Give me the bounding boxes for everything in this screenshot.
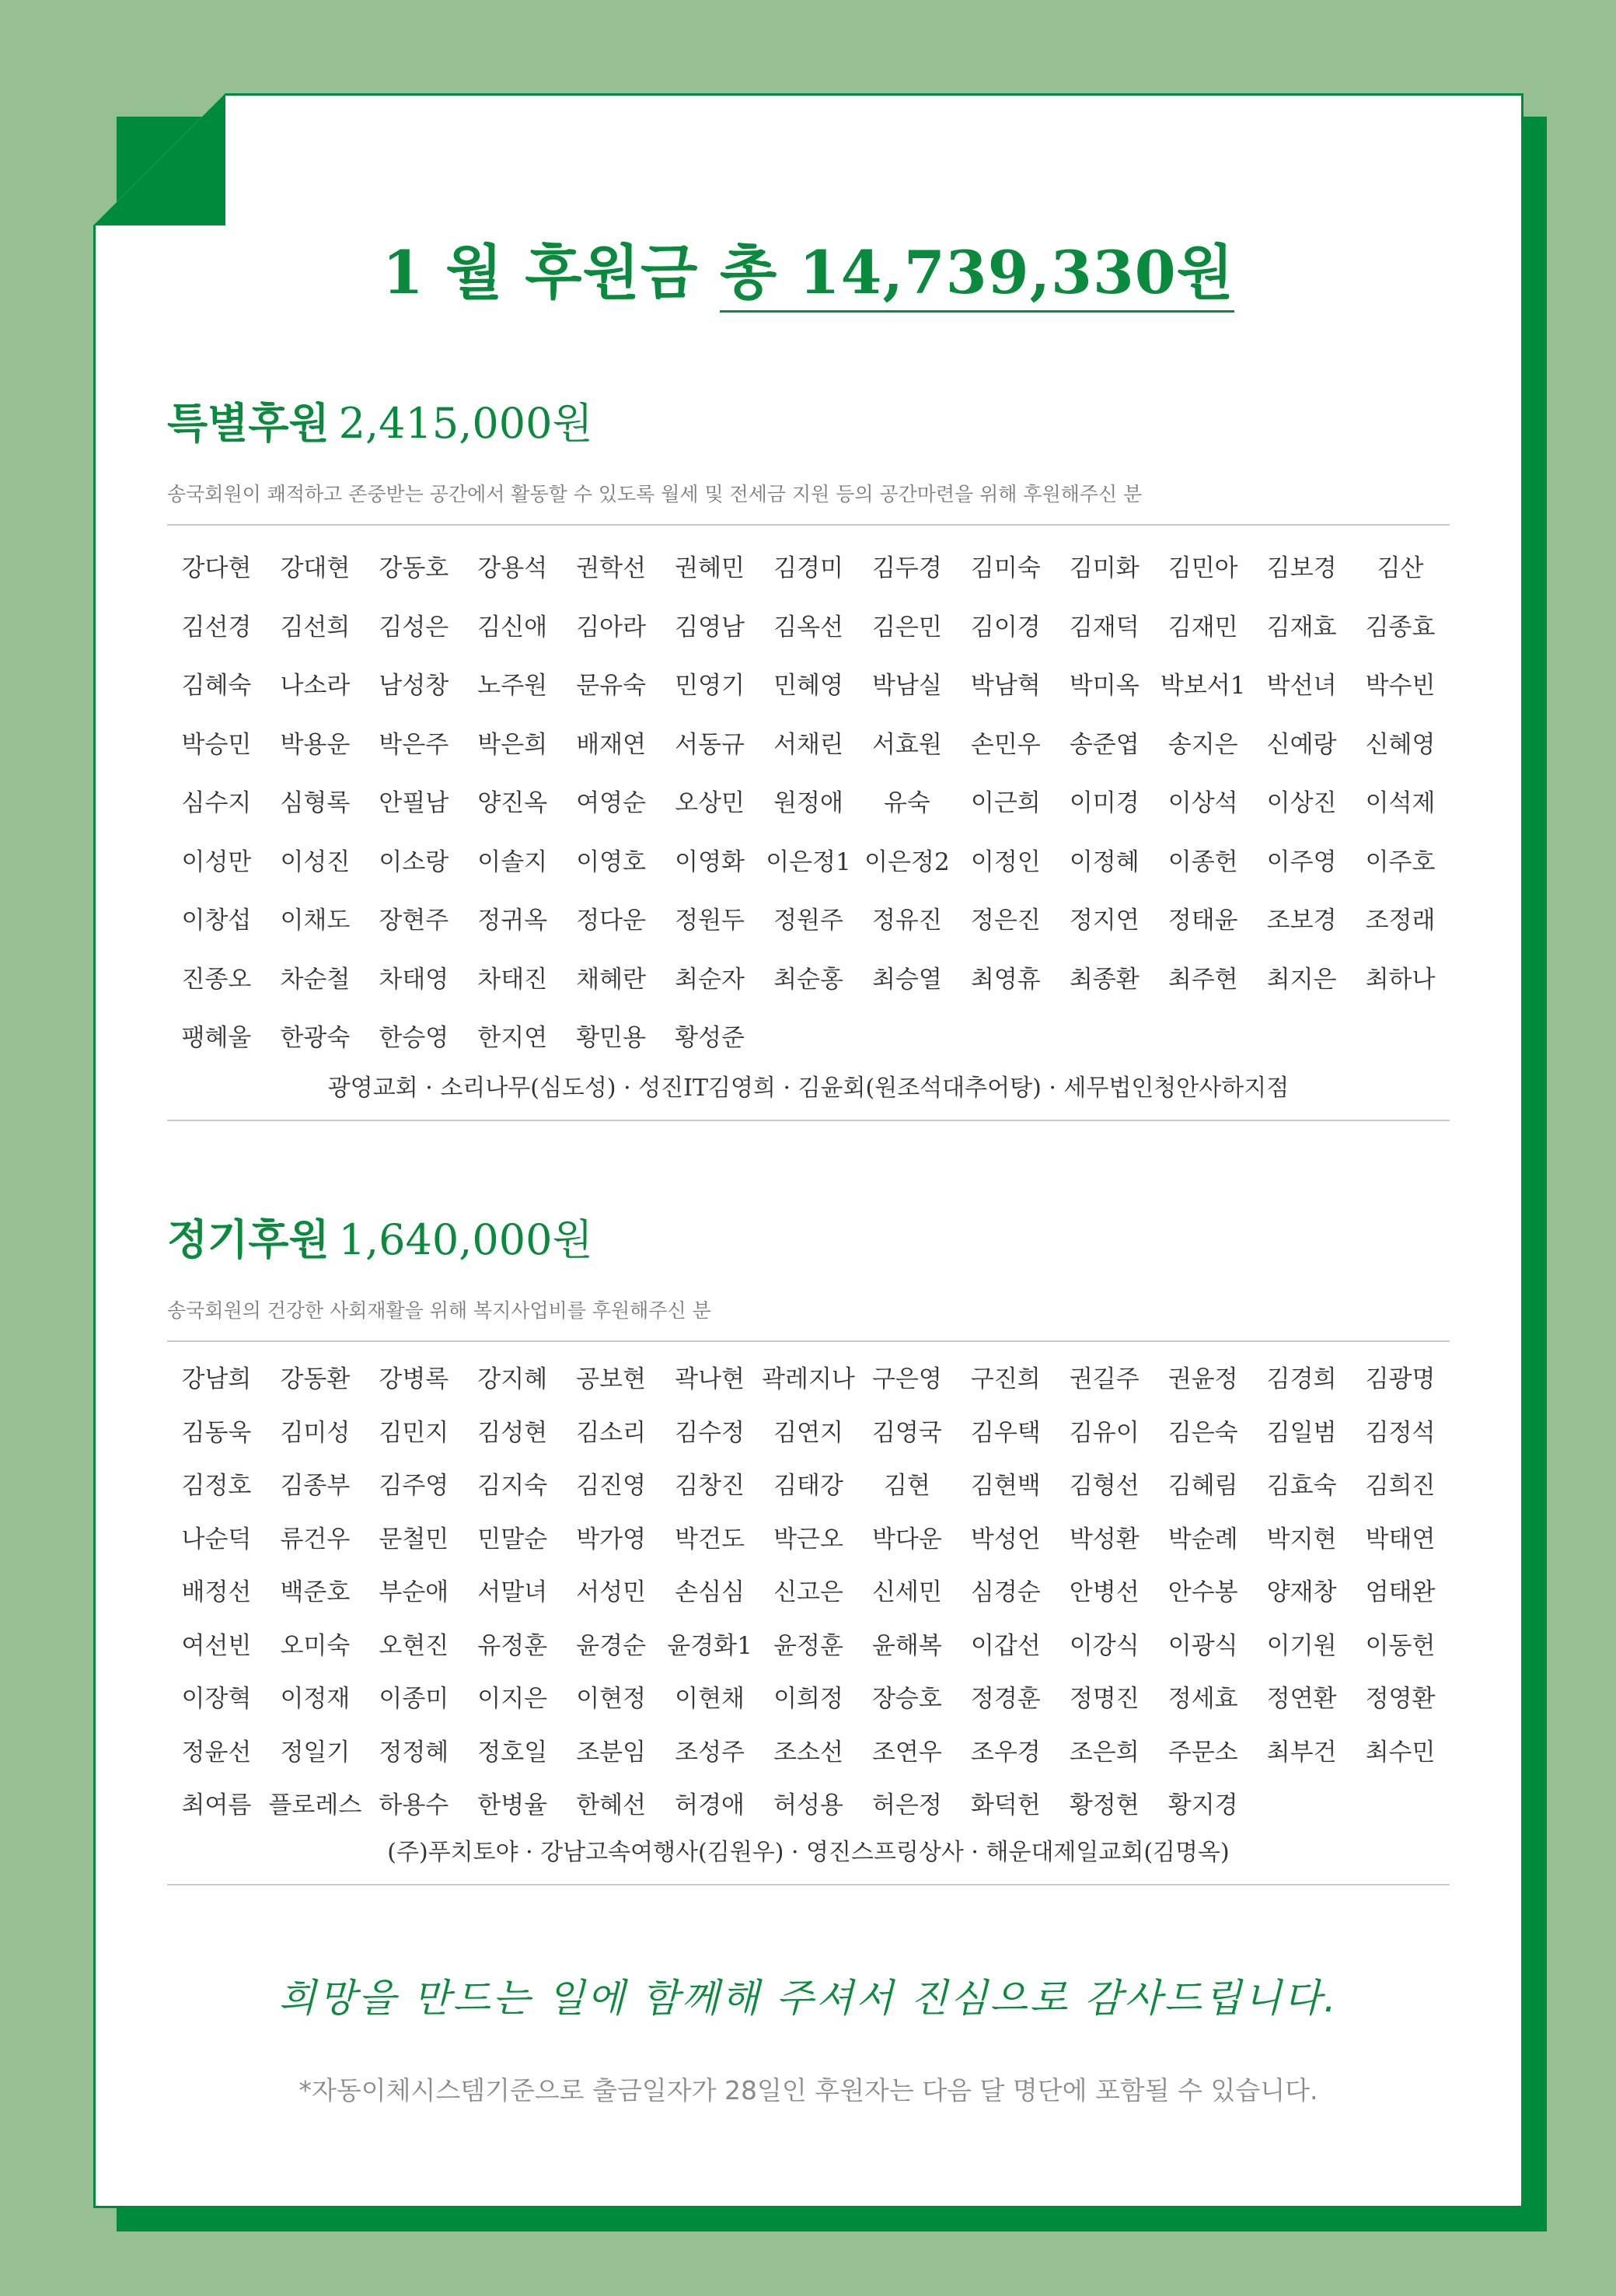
donor-name: 김종부 [280, 1472, 351, 1500]
donor-name: 박남혁 [970, 672, 1041, 700]
donor-name: 이주호 [1365, 847, 1436, 876]
donor-name: 김선경 [181, 613, 252, 641]
donor-name: 장승호 [871, 1685, 942, 1713]
donor-name: 최수민 [1365, 1738, 1436, 1767]
folded-corner [93, 93, 225, 225]
donor-name: 이현채 [675, 1685, 745, 1713]
donor-name: 이솔지 [477, 847, 548, 876]
regular-amount: 1,640,000원 [338, 1215, 593, 1264]
donor-name: 서효원 [871, 730, 942, 759]
donor-name: 김재덕 [1069, 613, 1140, 641]
donor-name: 강동호 [379, 554, 449, 582]
donor-name: 나소라 [280, 672, 351, 700]
donor-name: 김혜림 [1167, 1472, 1238, 1500]
donor-name: 화덕헌 [970, 1791, 1041, 1819]
donor-name: 최부건 [1266, 1738, 1337, 1767]
donor-name: 박다운 [871, 1525, 942, 1553]
donor-name: 서동규 [675, 730, 745, 759]
donor-name: 한병율 [477, 1791, 548, 1819]
donor-name: 배정선 [181, 1578, 252, 1606]
donor-name: 김미숙 [970, 554, 1041, 582]
donor-name: 이정혜 [1069, 847, 1140, 876]
donor-name: 황정현 [1069, 1791, 1140, 1819]
donor-name: 김지숙 [477, 1472, 548, 1500]
title-total-amount: 총 14,739,330원 [720, 238, 1234, 313]
donor-name: 강동환 [280, 1365, 351, 1393]
donor-name: 이동헌 [1365, 1631, 1436, 1660]
donor-name: 허은정 [871, 1791, 942, 1819]
donor-name: 이광식 [1167, 1631, 1238, 1660]
donor-name: 정다운 [576, 907, 647, 935]
donor-name: 오상민 [675, 789, 745, 817]
donor-name: 김진영 [576, 1472, 647, 1500]
donor-name: 황성준 [675, 1024, 745, 1052]
donor-name: 구은영 [871, 1365, 942, 1393]
donor-name: 조보경 [1266, 907, 1337, 935]
donor-name: 플로레스 [268, 1791, 362, 1819]
donor-name: 부순애 [379, 1578, 449, 1606]
donor-name: 김혜숙 [181, 672, 252, 700]
donor-name: 최승열 [871, 965, 942, 994]
donor-name: 김동욱 [181, 1418, 252, 1447]
donor-name: 민말순 [477, 1525, 548, 1553]
donor-name: 박미옥 [1069, 672, 1140, 700]
donor-name: 최종환 [1069, 965, 1140, 994]
donor-name: 구진희 [970, 1365, 1041, 1393]
donor-name: 김정석 [1365, 1418, 1436, 1447]
donor-name: 김두경 [871, 554, 942, 582]
donor-name: 정세효 [1167, 1685, 1238, 1713]
donor-name: 김효숙 [1266, 1472, 1337, 1500]
donor-name: 정명진 [1069, 1685, 1140, 1713]
donor-name: 강병록 [379, 1365, 449, 1393]
donor-name: 김성현 [477, 1418, 548, 1447]
donor-name: 황지경 [1167, 1791, 1238, 1819]
donor-name: 김재효 [1266, 613, 1337, 641]
donor-name: 최순자 [675, 965, 745, 994]
donor-name: 김미화 [1069, 554, 1140, 582]
donor-name: 김형선 [1069, 1472, 1140, 1500]
special-heading [167, 397, 1450, 451]
donor-name: 류건우 [280, 1525, 351, 1553]
thank-you-message: 희망을 만드는 일에 함께해 주셔서 진심으로 감사드립니다. [278, 1976, 1339, 2021]
donor-name: 양진옥 [477, 789, 548, 817]
donor-name: 서말녀 [477, 1578, 548, 1606]
donor-name: 이성진 [280, 847, 351, 876]
donor-name: 오현진 [379, 1631, 449, 1660]
regular-donor-list [167, 1353, 1450, 1833]
donor-name: 김주영 [379, 1472, 449, 1500]
donor-name: 박남실 [871, 672, 942, 700]
donor-name: 이미경 [1069, 789, 1140, 817]
donor-name: 김일범 [1266, 1418, 1337, 1447]
special-organizations: 광영교회 · 소리나무(심도성) · 성진IT김영희 · 김윤회(원조석대추어탕) · 세무법인청안사하지점 [167, 1068, 1450, 1121]
donor-name: 안필남 [379, 789, 449, 817]
donor-name: 김옥선 [773, 613, 843, 641]
donor-name: 윤해복 [871, 1631, 942, 1660]
donor-name: 허경애 [675, 1791, 745, 1819]
donor-name: 박은주 [379, 730, 449, 759]
donor-name: 이영호 [576, 847, 647, 876]
donor-name: 서성민 [576, 1578, 647, 1606]
donor-name: 김이경 [970, 613, 1041, 641]
donor-name: 민혜영 [773, 672, 843, 700]
donor-name: 정정혜 [379, 1738, 449, 1767]
donor-name: 이정재 [280, 1685, 351, 1713]
donor-name: 이채도 [280, 907, 351, 935]
donor-name: 오미숙 [280, 1631, 351, 1660]
donor-name: 김민아 [1167, 554, 1238, 582]
donor-name: 박근오 [773, 1525, 843, 1553]
donor-name: 강다현 [181, 554, 252, 582]
donor-name: 한지연 [477, 1024, 548, 1052]
regular-organizations: (주)푸치토야 · 강남고속여행사(김원우) · 영진스프링상사 · 해운대제일교회(김명옥) [167, 1833, 1450, 1885]
donor-name: 김경희 [1266, 1365, 1337, 1393]
donor-name: 윤경화1 [667, 1631, 752, 1660]
donor-name: 김선희 [280, 613, 351, 641]
donor-name: 양재창 [1266, 1578, 1337, 1606]
donor-name: 김현 [883, 1472, 930, 1500]
special-donation-section [167, 397, 1450, 1121]
donor-name: 이소랑 [379, 847, 449, 876]
donor-name: 정지연 [1069, 907, 1140, 935]
donor-name: 김경미 [773, 554, 843, 582]
donor-name: 한혜선 [576, 1791, 647, 1819]
donor-name: 최주현 [1167, 965, 1238, 994]
donor-name: 조은희 [1069, 1738, 1140, 1767]
donor-name: 정귀옥 [477, 907, 548, 935]
donor-name: 노주원 [477, 672, 548, 700]
donor-name: 안병선 [1069, 1578, 1140, 1606]
donor-name: 윤정훈 [773, 1631, 843, 1660]
donor-name: 진종오 [181, 965, 252, 994]
donor-name: 차태진 [477, 965, 548, 994]
donor-name: 곽나현 [675, 1365, 745, 1393]
donor-name: 정은진 [970, 907, 1041, 935]
donor-name: 박순례 [1167, 1525, 1238, 1553]
donor-name: 송준엽 [1069, 730, 1140, 759]
donor-name: 신고은 [773, 1578, 843, 1606]
regular-heading [167, 1213, 1450, 1267]
regular-donation-section [167, 1213, 1450, 1885]
donor-name: 김창진 [675, 1472, 745, 1500]
donor-name: 팽혜울 [181, 1024, 252, 1052]
donor-name: 김은민 [871, 613, 942, 641]
donor-name: 정윤선 [181, 1738, 252, 1767]
donor-name: 박은희 [477, 730, 548, 759]
donor-name: 박성언 [970, 1525, 1041, 1553]
donor-name: 정원주 [773, 907, 843, 935]
donor-name: 박승민 [181, 730, 252, 759]
donor-name: 정호일 [477, 1738, 548, 1767]
donor-name: 박보서1 [1160, 672, 1246, 700]
donor-name: 이상진 [1266, 789, 1337, 817]
donor-name: 김보경 [1266, 554, 1337, 582]
donor-name: 최순홍 [773, 965, 843, 994]
donor-name: 신세민 [871, 1578, 942, 1606]
donor-name: 강남희 [181, 1365, 252, 1393]
donor-name: 조우경 [970, 1738, 1041, 1767]
donor-name: 김산 [1377, 554, 1424, 582]
donor-name: 손민우 [970, 730, 1041, 759]
title-prefix: 1 월 후원금 [382, 238, 720, 307]
donor-name: 이근희 [970, 789, 1041, 817]
donor-name: 안수봉 [1167, 1578, 1238, 1606]
donor-name: 황민용 [576, 1024, 647, 1052]
donor-name: 권윤정 [1167, 1365, 1238, 1393]
donor-name: 권길주 [1069, 1365, 1140, 1393]
donor-name: 이영화 [675, 847, 745, 876]
donor-name: 장현주 [379, 907, 449, 935]
donor-name: 차순철 [280, 965, 351, 994]
donor-name: 김정호 [181, 1472, 252, 1500]
donor-name: 김성은 [379, 613, 449, 641]
donor-name: 이현정 [576, 1685, 647, 1713]
donor-name: 김은숙 [1167, 1418, 1238, 1447]
donor-name: 김재민 [1167, 613, 1238, 641]
donor-name: 심수지 [181, 789, 252, 817]
donor-name: 강용석 [477, 554, 548, 582]
regular-label: 정기후원 [167, 1215, 330, 1264]
donor-name: 김희진 [1365, 1472, 1436, 1500]
donor-name: 이상석 [1167, 789, 1238, 817]
donor-name: 박지현 [1266, 1525, 1337, 1553]
donor-name: 윤경순 [576, 1631, 647, 1660]
donor-name: 정영환 [1365, 1685, 1436, 1713]
donor-name: 이정인 [970, 847, 1041, 876]
donor-name: 민영기 [675, 672, 745, 700]
special-donor-list [167, 540, 1450, 1068]
donor-name: 조성주 [675, 1738, 745, 1767]
special-description: 송국회원이 쾌적하고 존중받는 공간에서 활동할 수 있도록 월세 및 전세금 지원 등의 공간마련을 위해 후원해주신 분 [167, 479, 1450, 526]
donor-name: 박태연 [1365, 1525, 1436, 1553]
donor-name: 이기원 [1266, 1631, 1337, 1660]
donor-name: 허성용 [773, 1791, 843, 1819]
donor-name: 최영휴 [970, 965, 1041, 994]
donor-name: 김현백 [970, 1472, 1041, 1500]
donor-name: 송지은 [1167, 730, 1238, 759]
donor-name: 여영순 [576, 789, 647, 817]
donor-name: 신예랑 [1266, 730, 1337, 759]
regular-description: 송국회원의 건강한 사회재활을 위해 복지사업비를 후원해주신 분 [167, 1295, 1450, 1342]
donor-name: 주문소 [1167, 1738, 1238, 1767]
donor-name: 공보현 [576, 1365, 647, 1393]
donor-name: 김미성 [280, 1418, 351, 1447]
donor-name: 원정애 [773, 789, 843, 817]
donor-name: 이은정1 [766, 847, 851, 876]
donor-name: 배재연 [576, 730, 647, 759]
donor-name: 조정래 [1365, 907, 1436, 935]
donor-name: 남성창 [379, 672, 449, 700]
donor-name: 최하나 [1365, 965, 1436, 994]
donor-name: 박성환 [1069, 1525, 1140, 1553]
donor-name: 백준호 [280, 1578, 351, 1606]
donor-name: 한광숙 [280, 1024, 351, 1052]
donor-name: 이지은 [477, 1685, 548, 1713]
donor-name: 하용수 [379, 1791, 449, 1819]
donor-name: 권혜민 [675, 554, 745, 582]
donor-name: 이종헌 [1167, 847, 1238, 876]
donor-name: 이석제 [1365, 789, 1436, 817]
donor-name: 심형록 [280, 789, 351, 817]
donor-name: 여선빈 [181, 1631, 252, 1660]
donor-name: 이장혁 [181, 1685, 252, 1713]
donor-name: 박가영 [576, 1525, 647, 1553]
special-amount: 2,415,000원 [338, 399, 593, 448]
page-title [93, 225, 1524, 310]
donor-name: 박수빈 [1365, 672, 1436, 700]
donor-name: 나순덕 [181, 1525, 252, 1553]
donor-name: 김수정 [675, 1418, 745, 1447]
donor-name: 서채린 [773, 730, 843, 759]
donor-name: 정일기 [280, 1738, 351, 1767]
donor-name: 유숙 [883, 789, 930, 817]
donor-name: 유정훈 [477, 1631, 548, 1660]
donor-name: 김우택 [970, 1418, 1041, 1447]
donor-name: 최지은 [1266, 965, 1337, 994]
donor-name: 정연환 [1266, 1685, 1337, 1713]
donor-name: 곽레지나 [762, 1365, 855, 1393]
donor-name: 정태윤 [1167, 907, 1238, 935]
donor-name: 김소리 [576, 1418, 647, 1447]
donor-name: 김종효 [1365, 613, 1436, 641]
donor-name: 김광명 [1365, 1365, 1436, 1393]
donor-name: 심경순 [970, 1578, 1041, 1606]
donor-name: 정경훈 [970, 1685, 1041, 1713]
donor-name: 박용운 [280, 730, 351, 759]
donor-name: 이강식 [1069, 1631, 1140, 1660]
donor-name: 김유이 [1069, 1418, 1140, 1447]
donor-name: 박건도 [675, 1525, 745, 1553]
donor-name: 채혜란 [576, 965, 647, 994]
donor-name: 손심심 [675, 1578, 745, 1606]
donor-name: 이희정 [773, 1685, 843, 1713]
donor-name: 엄태완 [1365, 1578, 1436, 1606]
donor-name: 한승영 [379, 1024, 449, 1052]
donor-name: 이은정2 [864, 847, 950, 876]
donor-name: 김신애 [477, 613, 548, 641]
footnote: *자동이체시스템기준으로 출금일자가 28일인 후원자는 다음 달 명단에 포함될 수 있습니다. [298, 2075, 1318, 2106]
donor-name: 이종미 [379, 1685, 449, 1713]
donor-name: 권학선 [576, 554, 647, 582]
donor-name: 김영남 [675, 613, 745, 641]
donor-name: 김영국 [871, 1418, 942, 1447]
donor-name: 이성만 [181, 847, 252, 876]
donor-name: 이갑선 [970, 1631, 1041, 1660]
donor-name: 문유숙 [576, 672, 647, 700]
donor-name: 김민지 [379, 1418, 449, 1447]
donor-name: 김태강 [773, 1472, 843, 1500]
donor-name: 조연우 [871, 1738, 942, 1767]
donor-name: 조분임 [576, 1738, 647, 1767]
donor-name: 이창섭 [181, 907, 252, 935]
donor-name: 최여름 [181, 1791, 252, 1819]
donor-name: 김아라 [576, 613, 647, 641]
donor-name: 신혜영 [1365, 730, 1436, 759]
donor-name: 강지혜 [477, 1365, 548, 1393]
donor-name: 차태영 [379, 965, 449, 994]
donor-name: 김연지 [773, 1418, 843, 1447]
donor-name: 정유진 [871, 907, 942, 935]
donor-name: 문철민 [379, 1525, 449, 1553]
donor-name: 박선녀 [1266, 672, 1337, 700]
donor-name: 조소선 [773, 1738, 843, 1767]
special-label: 특별후원 [167, 399, 330, 448]
donor-name: 강대현 [280, 554, 351, 582]
donor-name: 정원두 [675, 907, 745, 935]
donor-name: 이주영 [1266, 847, 1337, 876]
